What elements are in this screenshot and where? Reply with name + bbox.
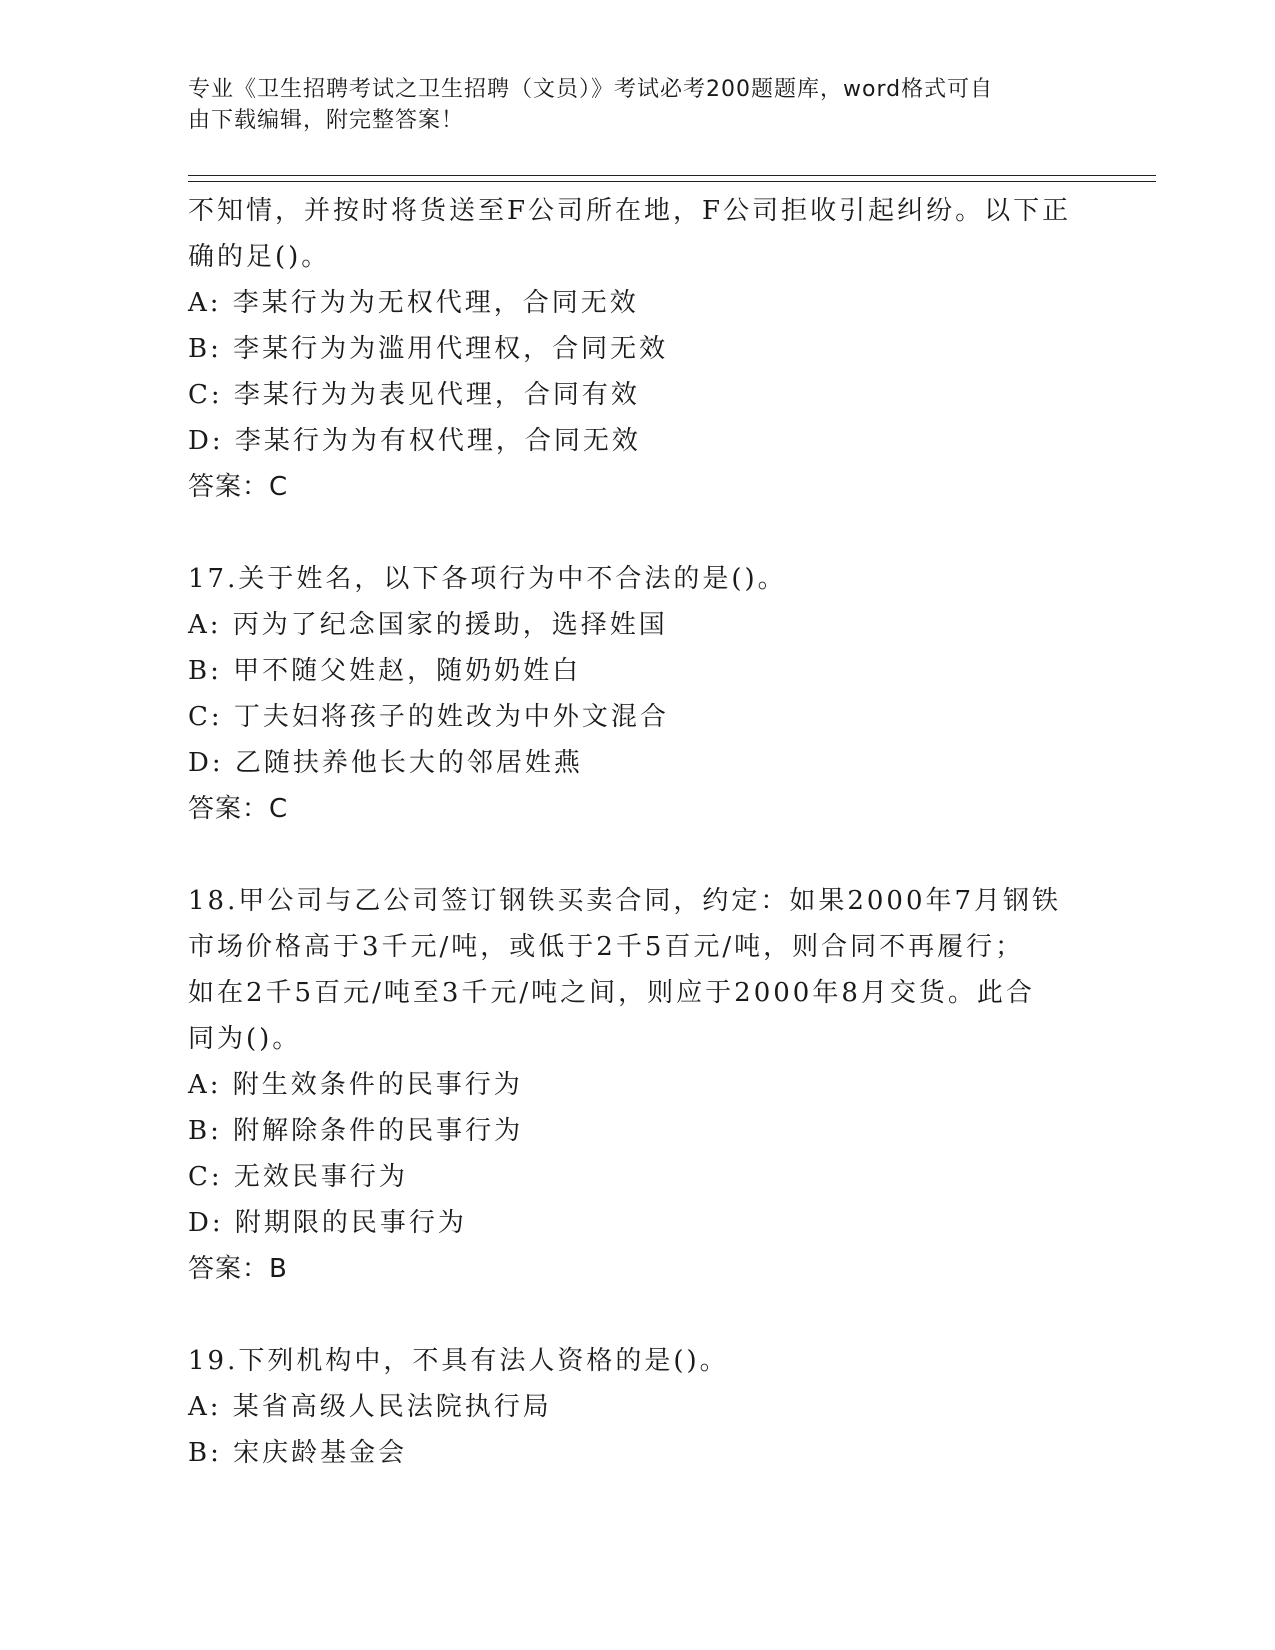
document-header <box>188 74 1088 136</box>
option-b: B: 附解除条件的民事行为 <box>188 1116 524 1146</box>
option-d: D: 乙随扶养他长大的邻居姓燕 <box>188 748 583 778</box>
option-a: A: 附生效条件的民事行为 <box>188 1070 523 1100</box>
spacer <box>188 832 1088 878</box>
question-16 <box>188 188 1088 510</box>
header-line-1: 专业《卫生招聘考试之卫生招聘（文员）》考试必考200题题库，word格式可自 <box>188 77 994 102</box>
question-text-line: 确的足()。 <box>188 242 331 272</box>
option-d: D: 附期限的民事行为 <box>188 1208 467 1238</box>
answer-line: 答案：C <box>188 472 289 502</box>
option-a: A: 李某行为为无权代理，合同无效 <box>188 288 639 318</box>
option-b: B: 李某行为为滥用代理权，合同无效 <box>188 334 669 364</box>
header-divider-top <box>188 175 1156 176</box>
header-line-2: 由下载编辑，附完整答案！ <box>188 108 465 133</box>
spacer <box>188 510 1088 556</box>
answer-line: 答案：B <box>188 1254 288 1284</box>
question-text-line: 18.甲公司与乙公司签订钢铁买卖合同，约定：如果2000年7月钢铁 <box>188 886 1062 916</box>
option-a: A: 丙为了纪念国家的援助，选择姓国 <box>188 610 668 640</box>
question-18 <box>188 878 1088 1292</box>
option-b: B: 甲不随父姓赵，随奶奶姓白 <box>188 656 582 686</box>
question-17 <box>188 556 1088 832</box>
option-c: C: 李某行为为表见代理，合同有效 <box>188 380 640 410</box>
option-d: D: 李某行为为有权代理，合同无效 <box>188 426 641 456</box>
spacer <box>188 1292 1088 1338</box>
option-a: A: 某省高级人民法院执行局 <box>188 1392 552 1422</box>
question-text-line: 17.关于姓名，以下各项行为中不合法的是()。 <box>188 564 787 594</box>
option-b: B: 宋庆龄基金会 <box>188 1438 408 1468</box>
question-text-line: 不知情，并按时将货送至F公司所在地，F公司拒收引起纠纷。以下正 <box>188 196 1072 226</box>
header-divider-bottom <box>188 181 1156 182</box>
question-text-line: 市场价格高于3千元/吨，或低于2千5百元/吨，则合同不再履行； <box>188 932 1025 962</box>
question-text-line: 同为()。 <box>188 1024 302 1054</box>
question-list <box>188 188 1088 1476</box>
answer-line: 答案：C <box>188 794 289 824</box>
question-text-line: 如在2千5百元/吨至3千元/吨之间，则应于2000年8月交货。此合 <box>188 978 1035 1008</box>
option-c: C: 丁夫妇将孩子的姓改为中外文混合 <box>188 702 669 732</box>
question-text-line: 19.下列机构中，不具有法人资格的是()。 <box>188 1346 729 1376</box>
question-19 <box>188 1338 1088 1476</box>
option-c: C: 无效民事行为 <box>188 1162 408 1192</box>
